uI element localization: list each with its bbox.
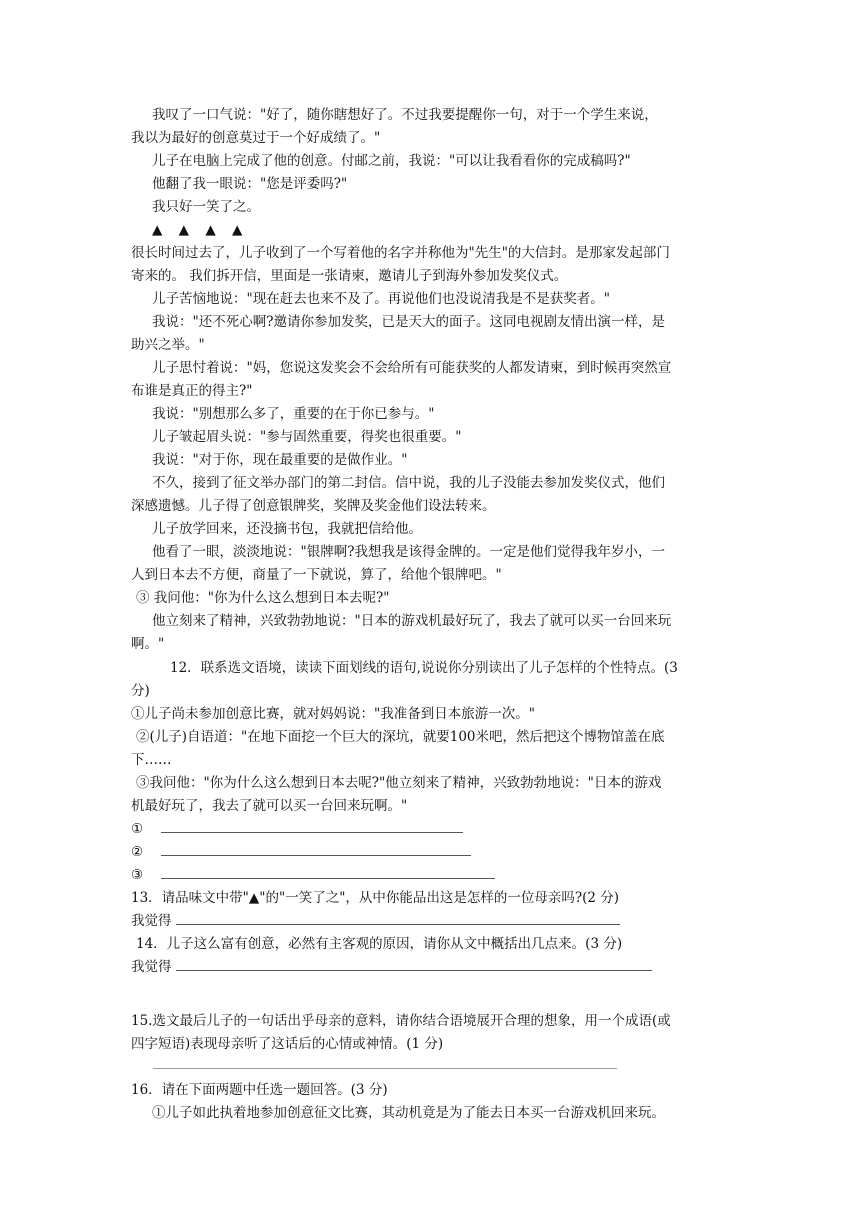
paragraph-line: 他看了一眼，淡淡地说："银牌啊?我想我是该得金牌的。一定是他们觉得我年岁小，一 <box>152 544 665 560</box>
paragraph-line: 儿子在电脑上完成了他的创意。付邮之前，我说："可以让我看看你的完成稿吗?" <box>152 153 631 169</box>
paragraph-line: 很长时间过去了，儿子收到了一个写着他的名字并称他为"先生"的大信封。是那家发起部门 <box>131 245 670 261</box>
answer-prefix-13: 我觉得 <box>131 913 172 929</box>
quote-item-2-cont: 下…… <box>131 752 172 768</box>
section-separator-triangles: ▲ ▲ ▲ ▲ <box>152 222 249 238</box>
paragraph-line: 我叹了一口气说："好了，随你瞎想好了。不过我要提醒你一句，对于一个学生来说， <box>152 107 658 123</box>
question-12: 12．联系选文语境，读读下面划线的语句,说说你分别读出了儿子怎样的个性特点。(3 <box>170 660 678 676</box>
answer-blank-2[interactable] <box>161 841 471 856</box>
answer-blank-14[interactable] <box>176 956 652 971</box>
answer-blank-15[interactable] <box>153 1054 617 1069</box>
paragraph-line: 他立刻来了精神，兴致勃勃地说："日本的游戏机最好玩了，我去了就可以买一台回来玩 <box>152 613 672 629</box>
answer-line-3 <box>131 864 731 886</box>
paragraph-line: 儿子皱起眉头说："参与固然重要，得奖也很重要。" <box>152 429 462 445</box>
answer-marker-3: ③ <box>131 867 144 883</box>
answer-line-13 <box>131 910 731 932</box>
answer-blank-13[interactable] <box>176 910 620 925</box>
paragraph-line: 我说："对于你，现在最重要的是做作业。" <box>152 452 408 468</box>
paragraph-line: 儿子思忖着说："妈，您说这发奖会不会给所有可能获奖的人都发请柬，到时候再突然宣 <box>152 360 672 376</box>
answer-marker-2: ② <box>131 844 144 860</box>
paragraph-line: 布谁是真正的得主?" <box>131 383 253 399</box>
paragraph-line: 我说："别想那么多了，重要的在于你已参与。" <box>152 406 435 422</box>
paragraph-line: 啊。" <box>131 636 165 652</box>
paragraph-line: 深感遗憾。儿子得了创意银牌奖，奖牌及奖金他们设法转来。 <box>131 498 496 514</box>
quote-item-3: ③我问他："你为什么这么想到日本去呢?"他立刻来了精神，兴致勃勃地说："日本的游戏 <box>136 775 662 791</box>
quote-item-3-cont: 机最好玩了，我去了就可以买一台回来玩啊。" <box>131 798 408 814</box>
paragraph-line: 助兴之举。" <box>131 337 205 353</box>
paragraph-line: 人到日本去不方便，商量了一下就说，算了，给他个银牌吧。" <box>131 567 502 583</box>
question-12-cont: 分) <box>131 683 150 699</box>
question-13: 13．请品味文中带"▲"的"一笑了之"，从中你能品出这是怎样的一位母亲吗?(2 分) <box>131 890 620 906</box>
question-15-cont: 四字短语)表现母亲听了这话后的心情或神情。(1 分) <box>131 1036 444 1052</box>
quote-item-1: ①儿子尚未参加创意比赛，就对妈妈说："我准备到日本旅游一次。" <box>131 706 535 722</box>
answer-line-1 <box>131 818 731 840</box>
paragraph-line: 我只好一笑了之。 <box>152 199 260 215</box>
answer-blank-1[interactable] <box>161 818 463 833</box>
paragraph-line: 我以为最好的创意莫过于一个好成绩了。" <box>131 130 381 146</box>
paragraph-line: 儿子苦恼地说："现在赶去也来不及了。再说他们也没说清我是不是获奖者。" <box>152 291 610 307</box>
quote-item-2: ②(儿子)自语道："在地下面挖一个巨大的深坑，就要100米吧，然后把这个博物馆盖在底 <box>136 729 665 745</box>
answer-line-14 <box>131 956 731 978</box>
answer-blank-3[interactable] <box>161 864 495 879</box>
paragraph-line: 不久，接到了征文举办部门的第二封信。信中说，我的儿子没能去参加发奖仪式，他们 <box>152 475 665 491</box>
paragraph-line: 我说："还不死心啊?邀请你参加发奖，已是天大的面子。这同电视剧友情出演一样，是 <box>152 314 665 330</box>
answer-marker-1: ① <box>131 821 144 837</box>
question-15: 15.选文最后儿子的一句话出乎母亲的意料，请你结合语境展开合理的想象，用一个成语(或 <box>131 1013 671 1029</box>
paragraph-line: 儿子放学回来，还没摘书包，我就把信给他。 <box>152 521 422 537</box>
question-14: 14．儿子这么富有创意，必然有主客观的原因，请你从文中概括出几点来。(3 分) <box>136 936 623 952</box>
answer-prefix-14: 我觉得 <box>131 959 172 975</box>
answer-line-2 <box>131 841 731 863</box>
answer-line-15 <box>131 1054 731 1076</box>
paragraph-line: 寄来的。 我们拆开信，里面是一张请柬，邀请儿子到海外参加发奖仪式。 <box>131 268 568 284</box>
question-16: 16．请在下面两题中任选一题回答。(3 分) <box>131 1082 388 1098</box>
question-16-option-1: ①儿子如此执着地参加创意征文比赛，其动机竟是为了能去日本买一台游戏机回来玩。 <box>152 1105 665 1121</box>
paragraph-line: ③ 我问他："你为什么这么想到日本去呢?" <box>136 590 390 606</box>
paragraph-line: 他翻了我一眼说："您是评委吗?" <box>152 176 348 192</box>
